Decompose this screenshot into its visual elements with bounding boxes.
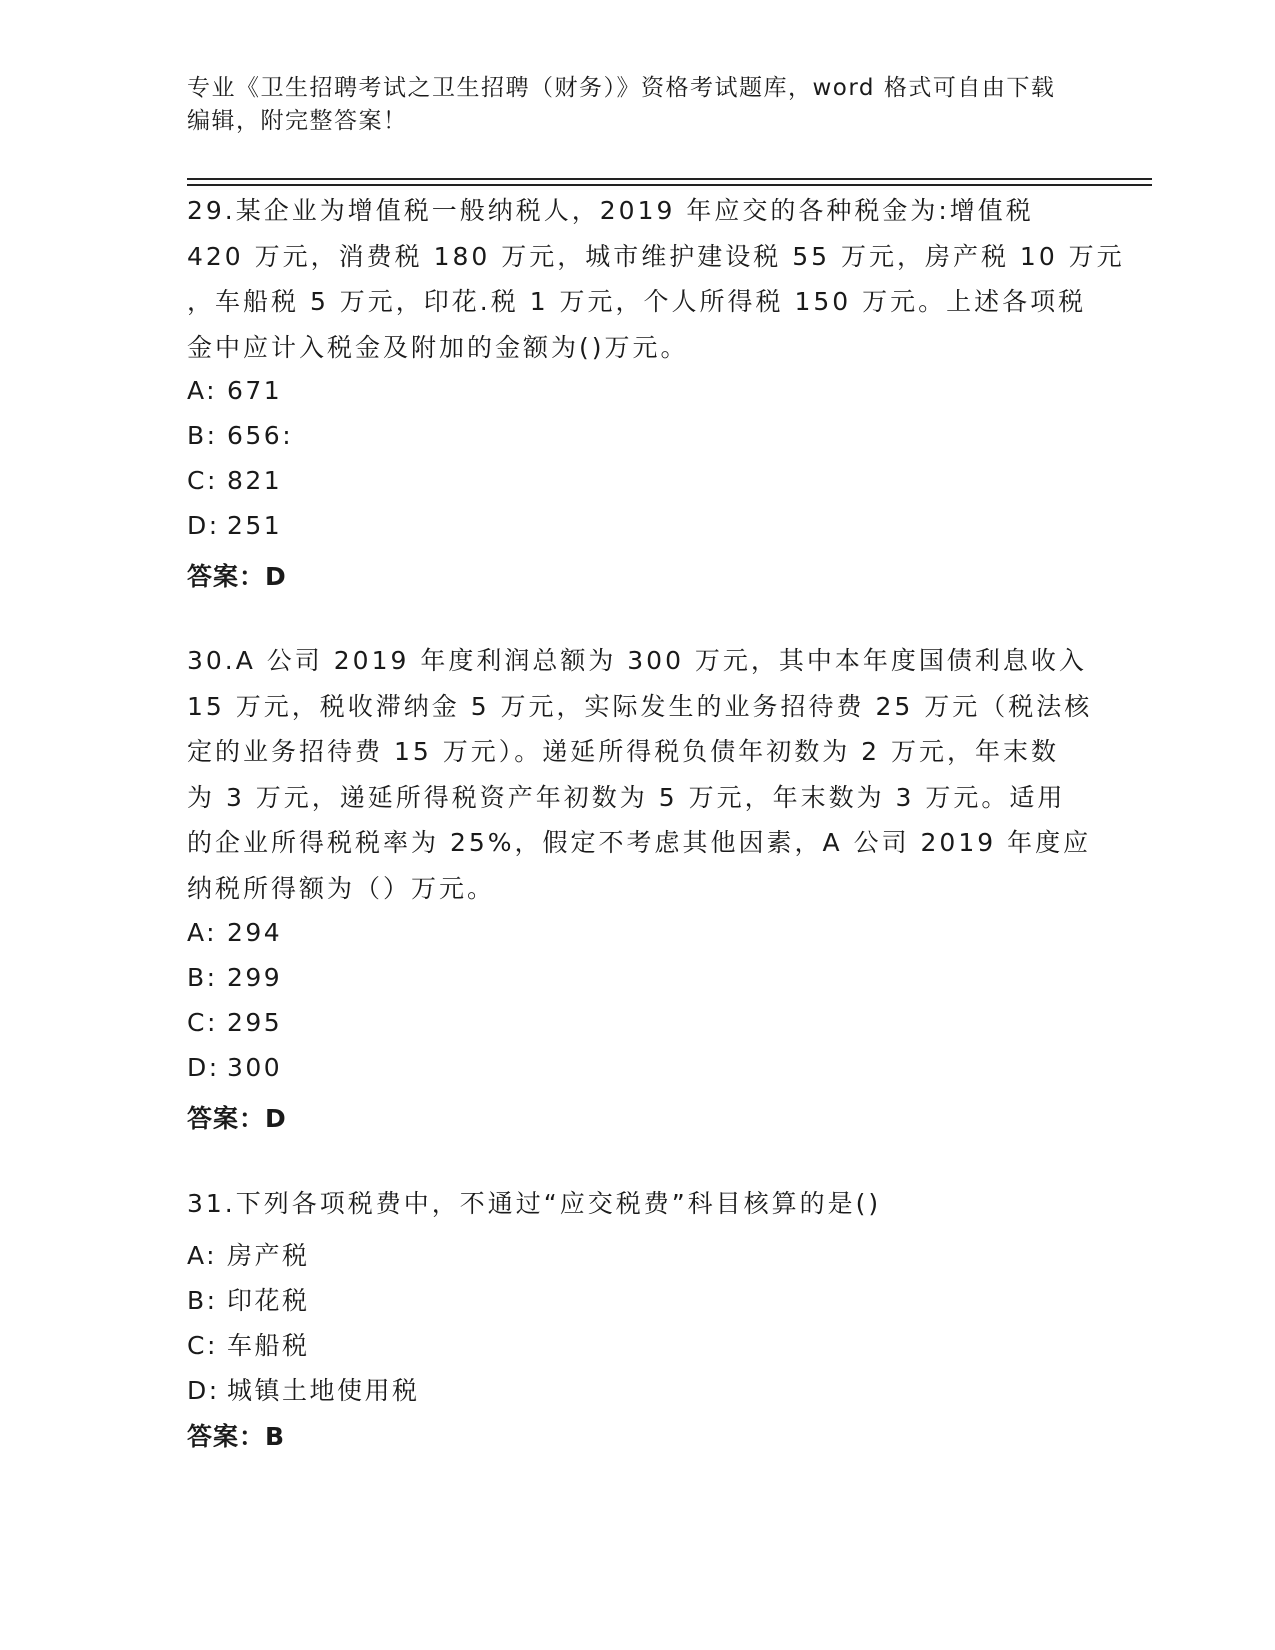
option-label: D: <box>187 1053 220 1082</box>
question-31-option-a <box>187 1236 310 1272</box>
header-divider-top <box>187 178 1152 180</box>
question-29-option-d <box>187 511 282 540</box>
option-text: 821 <box>227 466 283 495</box>
question-30-line-4: 为 3 万元，递延所得税资产年初数为 5 万元，年末数为 3 万元。适用 <box>187 782 1066 812</box>
option-text: 300 <box>227 1053 283 1082</box>
question-29-line-1: 29.某企业为增值税一般纳税人，2019 年应交的各种税金为:增值税 <box>187 196 1034 225</box>
question-29-answer: 答案：D <box>187 562 287 591</box>
option-label: A: <box>187 1241 218 1270</box>
question-29-line-4: 金中应计入税金及附加的金额为()万元。 <box>187 332 689 362</box>
question-31-answer: 答案：B <box>187 1422 286 1451</box>
question-29-option-b <box>187 421 293 450</box>
question-30-line-2: 15 万元，税收滞纳金 5 万元，实际发生的业务招待费 25 万元（税法核 <box>187 691 1093 721</box>
question-31-option-d <box>187 1371 420 1407</box>
option-label: B: <box>187 963 218 992</box>
option-label: C: <box>187 1331 218 1360</box>
question-30-option-b <box>187 963 282 992</box>
option-text: 城镇土地使用税 <box>227 1376 420 1405</box>
option-label: B: <box>187 421 218 450</box>
option-label: A: <box>187 376 218 405</box>
header-divider-bottom <box>187 184 1152 186</box>
option-label: D: <box>187 511 220 540</box>
document-header <box>187 72 1067 138</box>
option-text: 295 <box>227 1008 283 1037</box>
question-29-text <box>187 188 1125 370</box>
option-text: 印花税 <box>227 1286 310 1315</box>
question-30-option-d <box>187 1053 282 1082</box>
question-30-line-3: 定的业务招待费 15 万元）。递延所得税负债年初数为 2 万元，年末数 <box>187 737 1060 766</box>
question-30-line-1: 30.A 公司 2019 年度利润总额为 300 万元，其中本年度国债利息收入 <box>187 646 1087 675</box>
question-29-line-2: 420 万元，消费税 180 万元，城市维护建设税 55 万元，房产税 10 万元 <box>187 241 1125 271</box>
question-30-text <box>187 638 1093 911</box>
question-31-line-1: 31.下列各项税费中，不通过“应交税费”科目核算的是() <box>187 1189 882 1218</box>
question-30-option-c <box>187 1008 282 1037</box>
option-label: B: <box>187 1286 218 1315</box>
question-30-option-a <box>187 918 282 947</box>
option-text: 299 <box>227 963 283 992</box>
question-30-line-5: 的企业所得税税率为 25%，假定不考虑其他因素，A 公司 2019 年度应 <box>187 828 1092 857</box>
header-line-1: 专业《卫生招聘考试之卫生招聘（财务）》资格考试题库，word 格式可自由下载 <box>187 75 1056 101</box>
option-text: 车船税 <box>227 1331 310 1360</box>
option-text: 251 <box>227 511 283 540</box>
question-29-line-3: ，车船税 5 万元，印花.税 1 万元，个人所得税 150 万元。上述各项税 <box>187 287 1087 316</box>
option-text: 671 <box>227 376 283 405</box>
option-label: D: <box>187 1376 220 1405</box>
option-text: 房产税 <box>227 1241 310 1270</box>
header-line-2: 编辑，附完整答案！ <box>187 108 408 134</box>
option-label: C: <box>187 1008 218 1037</box>
question-31-text <box>187 1181 1077 1227</box>
question-30-line-6: 纳税所得额为（）万元。 <box>187 873 496 903</box>
option-label: C: <box>187 466 218 495</box>
option-text: 294 <box>227 918 283 947</box>
option-text: 656: <box>227 421 294 450</box>
question-29-option-a <box>187 376 282 405</box>
question-31-option-c <box>187 1326 310 1362</box>
question-30-answer: 答案：D <box>187 1104 287 1133</box>
question-31-option-b <box>187 1281 310 1317</box>
option-label: A: <box>187 918 218 947</box>
question-29-option-c <box>187 466 282 495</box>
